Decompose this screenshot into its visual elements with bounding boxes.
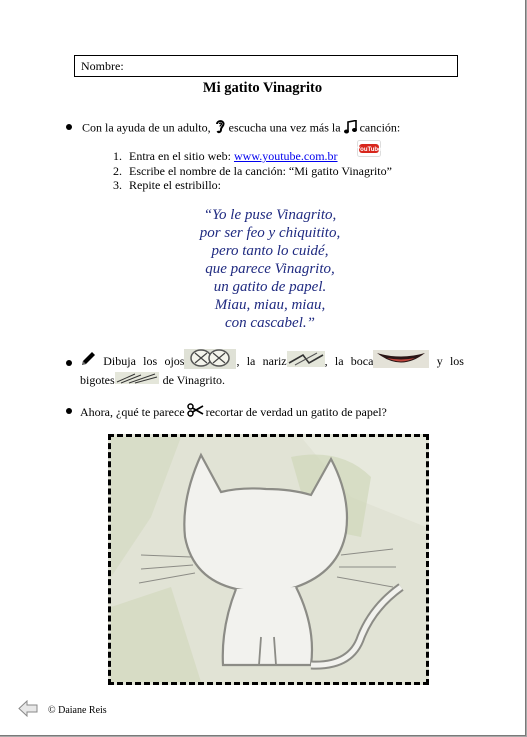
poem-line: por ser feo y chiquitito, (199, 225, 341, 241)
pencil-icon (80, 351, 96, 371)
scissors-icon (187, 403, 204, 421)
footer-credit: © Daiane Reis (48, 705, 107, 716)
cat-whiskers-image (115, 372, 159, 388)
bullet-marker (66, 360, 72, 366)
cat-mouth-image (373, 350, 429, 372)
poem-line: un gatito de papel. (213, 279, 327, 295)
bullet-marker (66, 124, 72, 130)
poem-line: “Yo le puse Vinagrito, (203, 207, 337, 223)
step-1: 1. Entra en el sitio web: www.youtube.com.br (113, 149, 338, 163)
draw-line-2: bigotes de Vinagrito. (80, 372, 226, 387)
cat-eyes-image (184, 349, 236, 373)
poem-line: pero tanto lo cuidé, (211, 243, 329, 259)
youtube-link[interactable]: www.youtube.com.br (233, 149, 338, 163)
back-arrow-icon[interactable] (18, 700, 38, 717)
poem-line: con cascabel.” (225, 315, 315, 331)
intro-line: Con la ayuda de un adulto, escucha una vez más la canción: (82, 119, 400, 138)
step-2: 2. Escribe el nombre de la canción: “Mi gatito Vinagrito” (113, 164, 392, 178)
cat-cutout-image (108, 434, 429, 685)
name-field[interactable] (74, 55, 458, 77)
youtube-icon[interactable] (357, 140, 381, 157)
bullet-marker (66, 408, 72, 414)
music-note-icon (344, 120, 357, 138)
chorus-poem (0, 206, 526, 332)
cat-nose-image (287, 351, 325, 371)
step-3: 3. Repite el estribillo: (113, 178, 221, 192)
page-title: Mi gatito Vinagrito (202, 80, 323, 96)
poem-line: que parece Vinagrito, (205, 261, 335, 277)
name-label: Nombre: (81, 59, 124, 73)
draw-line-1: Dibuja los ojos , la nariz , la boca y los (80, 349, 464, 373)
svg-text:YouTube: YouTube (357, 147, 381, 153)
cut-line: Ahora, ¿qué te parece recortar de verdad un gatito de papel? (80, 403, 387, 421)
ear-icon (214, 119, 226, 138)
poem-line: Miau, miau, miau, (214, 297, 326, 313)
